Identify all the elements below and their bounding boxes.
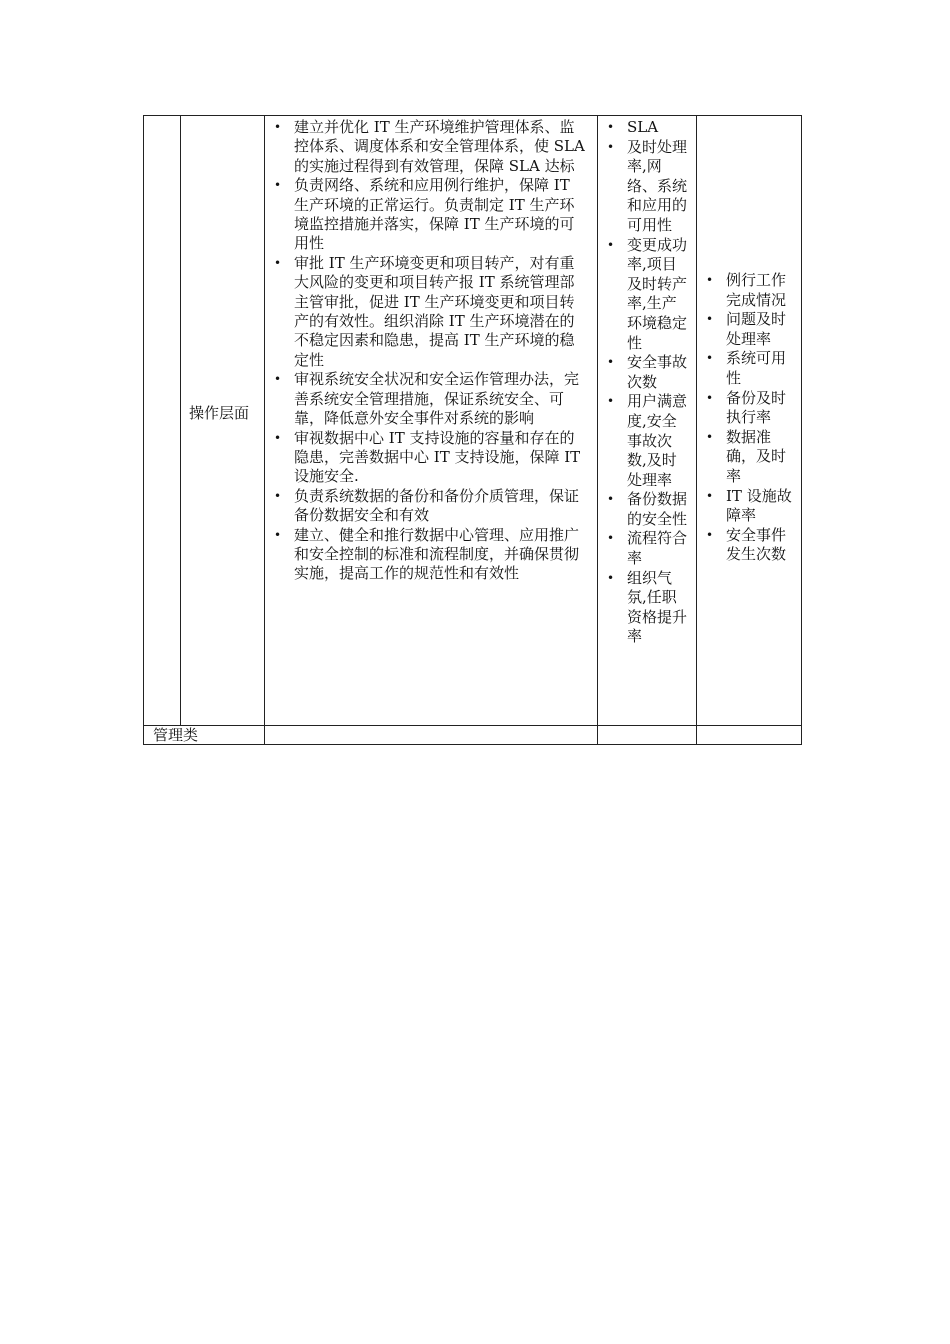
list-item: • IT 设施故障率 [726,487,795,526]
list-item: • 审批 IT 生产环境变更和项目转产，对有重大风险的变更和项目转产报 IT 系统管理部主管审批，促进 IT 生产环境变更和项目转产的有效性。组织消除 IT 生产环境潜在的不稳定因素和隐患，提高 IT 生产环境的稳定性 [294,254,587,370]
list-item: • 备份数据的安全性 [627,490,688,529]
table-row [144,116,802,726]
list-item: • 例行工作完成情况 [726,271,795,310]
list-item: • 安全事故次数 [627,353,688,392]
layer-cell [181,116,265,726]
list-item: • 备份及时执行率 [726,389,795,428]
table-row [144,726,802,745]
list-item: • 审视数据中心 IT 支持设施的容量和存在的隐患，完善数据中心 IT 支持设施，保障 IT 设施安全. [294,429,587,487]
category-cell-empty [144,116,181,726]
list-item: • 审视系统安全状况和安全运作管理办法，完善系统安全管理措施，保证系统安全、可靠，降低意外安全事件对系统的影响 [294,370,587,428]
list-item: • 问题及时处理率 [726,310,795,349]
list-item: • 数据准确，及时率 [726,428,795,487]
category-label: 管理类 [153,726,199,744]
category-cell [144,726,265,745]
empty-cell [265,726,598,745]
kpi-list [598,116,696,647]
list-item: • 组织气氛,任职资格提升率 [627,569,688,647]
responsibilities-list [265,116,597,584]
list-item: • 变更成功率,项目及时转产率,生产环境稳定性 [627,236,688,354]
list-item: • 及时处理率,网络、系统和应用的可用性 [627,138,688,236]
empty-cell [697,726,802,745]
list-item: • 系统可用性 [726,349,795,388]
kpi-cell [598,116,697,726]
list-item: • 流程符合率 [627,529,688,568]
list-item: • 安全事件发生次数 [726,526,795,565]
list-item: • 负责系统数据的备份和备份介质管理，保证备份数据安全和有效 [294,487,587,526]
evaluation-cell [697,116,802,726]
responsibilities-cell [265,116,598,726]
list-item: • 建立、健全和推行数据中心管理、应用推广和安全控制的标准和流程制度，并确保贯彻实施，提高工作的规范性和有效性 [294,526,587,584]
empty-cell [598,726,697,745]
layer-label: 操作层面 [189,404,250,422]
list-item: • 负责网络、系统和应用例行维护，保障 IT 生产环境的正常运行。负责制定 IT 生产环境监控措施并落实，保障 IT 生产环境的可用性 [294,176,587,254]
list-item: • SLA [627,118,688,138]
list-item: • 建立并优化 IT 生产环境维护管理体系、监控体系、调度体系和安全管理体系，使 SLA 的实施过程得到有效管理，保障 SLA 达标 [294,118,587,176]
list-item: • 用户满意度,安全事故次数,及时处理率 [627,392,688,490]
responsibility-table [143,115,802,745]
evaluation-list [697,116,801,565]
